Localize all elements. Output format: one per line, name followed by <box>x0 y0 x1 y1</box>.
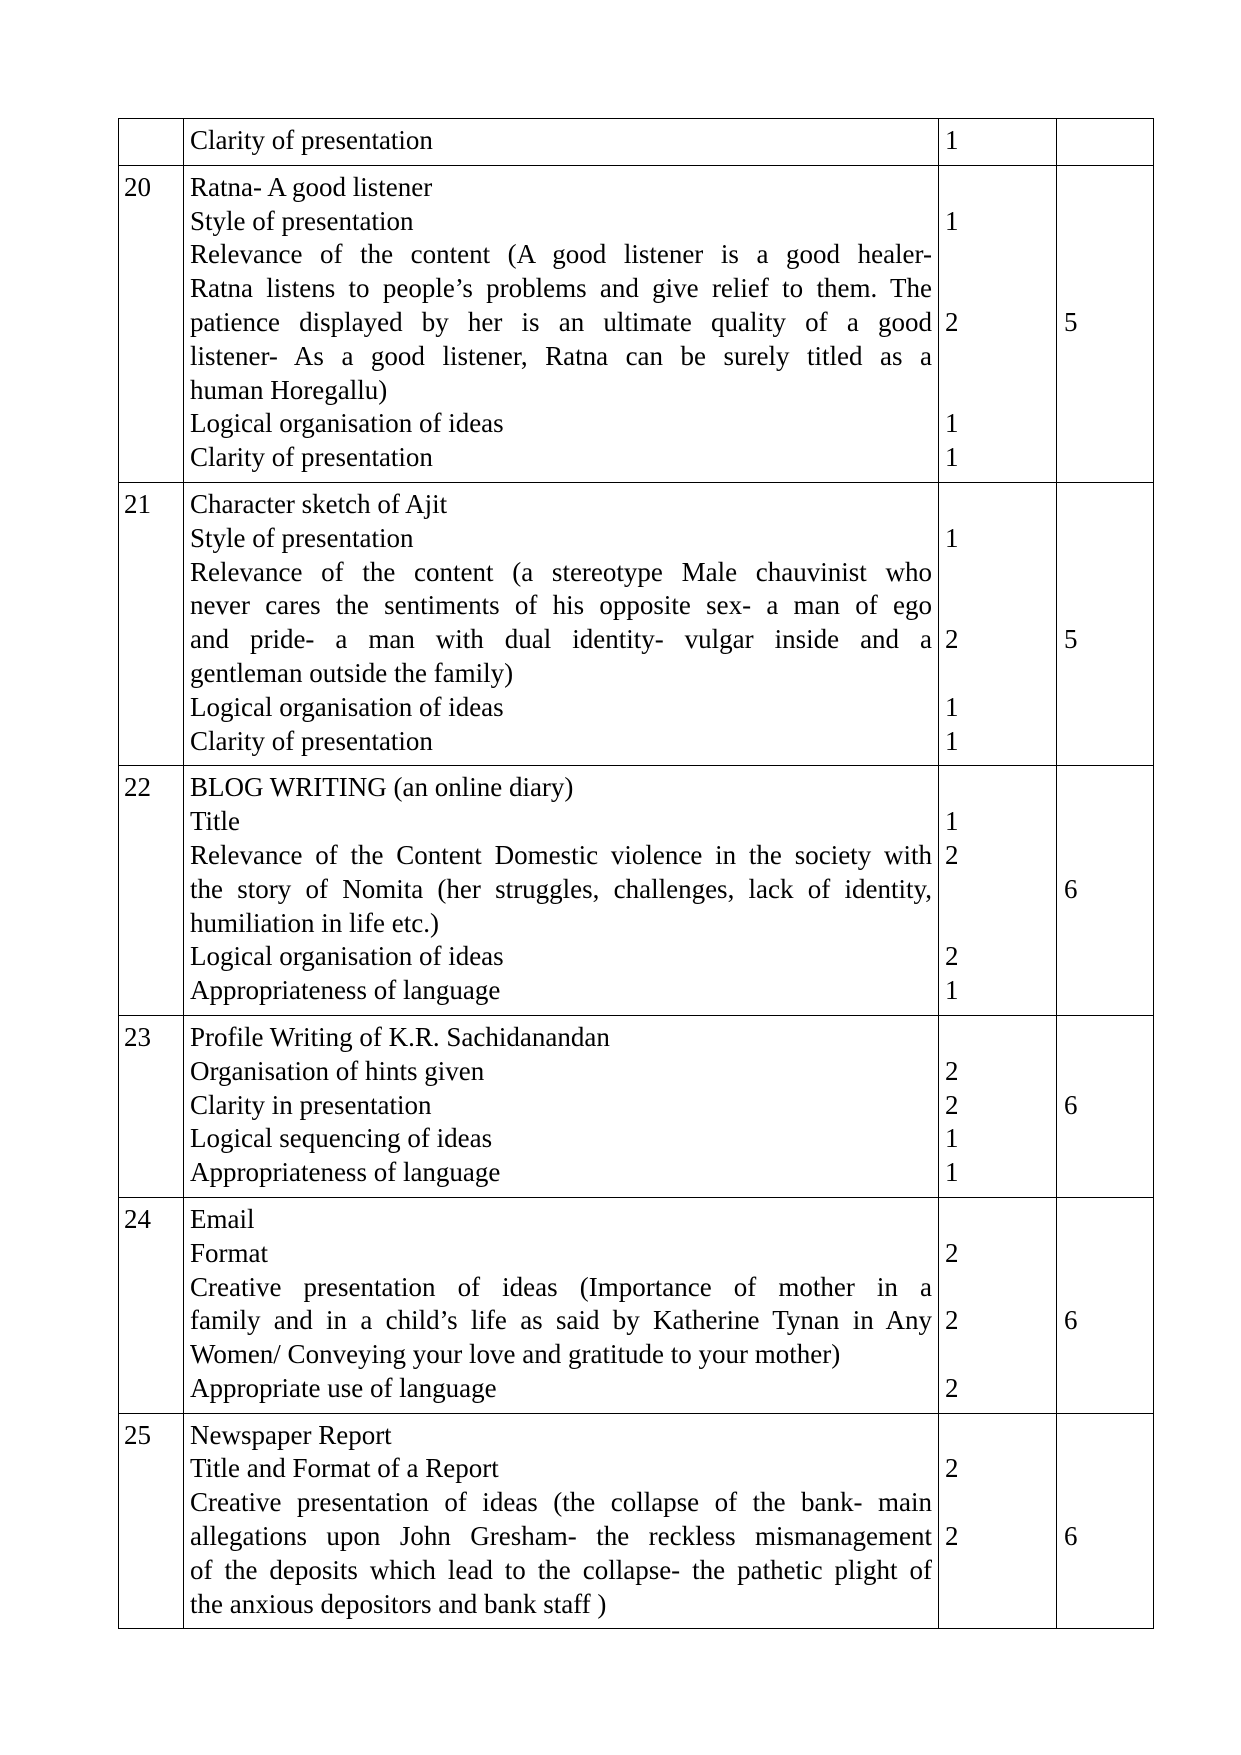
mark-value: 1 <box>945 1157 959 1188</box>
mark-value <box>945 1588 1056 1622</box>
marks-cell <box>939 1197 1057 1413</box>
question-number: 23 <box>119 1015 184 1197</box>
total-value: 6 <box>1064 1305 1078 1336</box>
criteria-cell <box>184 1015 939 1197</box>
mark-value <box>945 771 1056 805</box>
table-row <box>119 482 1154 765</box>
criteria-line: Logical organisation of ideas <box>190 691 504 722</box>
marks-cell <box>939 165 1057 482</box>
mark-value <box>945 873 1056 907</box>
mark-value: 1 <box>945 522 959 553</box>
mark-value: 2 <box>945 1305 959 1336</box>
criteria-line: Title and Format of a Report <box>190 1453 499 1484</box>
criteria-cell <box>184 1197 939 1413</box>
mark-value <box>945 488 1056 522</box>
mark-value: 1 <box>945 691 959 722</box>
criteria-cell <box>184 482 939 765</box>
mark-value: 1 <box>945 125 959 155</box>
question-number <box>119 119 184 166</box>
mark-value <box>945 1021 1056 1055</box>
mark-value: 1 <box>945 205 959 236</box>
criteria-line: human Horegallu) <box>190 374 388 405</box>
criteria-line: Appropriate use of language <box>190 1372 497 1403</box>
total-value: 5 <box>1064 306 1078 337</box>
total-value <box>1064 124 1153 158</box>
marking-scheme-table <box>118 118 1154 1629</box>
criteria-line: Women/ Conveying your love and gratitude to your mother) <box>190 1339 841 1370</box>
criteria-line: Creative presentation of ideas (Importance of mother in a <box>190 1271 932 1302</box>
total-marks-cell <box>1057 482 1154 765</box>
mark-value: 2 <box>945 1521 959 1552</box>
criteria-line: Style of presentation <box>190 205 414 236</box>
table-row <box>119 1197 1154 1413</box>
mark-value: 1 <box>945 442 959 473</box>
mark-value <box>945 340 1056 374</box>
mark-value: 1 <box>945 408 959 439</box>
total-marks-cell <box>1057 1413 1154 1629</box>
criteria-line: Clarity in presentation <box>190 1089 432 1120</box>
criteria-line: humiliation in life etc.) <box>190 907 439 938</box>
table-body <box>119 119 1154 1629</box>
question-title: BLOG WRITING (an online diary) <box>190 772 574 803</box>
mark-value <box>945 1338 1056 1372</box>
table-row <box>119 1413 1154 1629</box>
criteria-line: patience displayed by her is an ultimate quality of a good <box>190 306 932 337</box>
criteria-line: Logical organisation of ideas <box>190 408 504 439</box>
mark-value: 2 <box>945 1372 959 1403</box>
criteria-cell <box>184 1413 939 1629</box>
mark-value <box>945 589 1056 623</box>
question-number: 22 <box>119 766 184 1016</box>
mark-value: 2 <box>945 306 959 337</box>
criteria-line: Relevance of the Content Domestic violence in the society with <box>190 839 932 870</box>
total-value: 6 <box>1064 873 1078 904</box>
mark-value <box>945 1419 1056 1453</box>
total-value: 5 <box>1064 624 1078 655</box>
mark-value <box>945 272 1056 306</box>
table-row <box>119 1015 1154 1197</box>
criteria-cell <box>184 119 939 166</box>
criteria-line: Clarity of presentation <box>190 725 433 756</box>
criteria-line: Ratna listens to people’s problems and give relief to them. The <box>190 273 932 304</box>
question-number: 20 <box>119 165 184 482</box>
question-title: Profile Writing of K.R. Sachidanandan <box>190 1021 610 1052</box>
question-title: Email <box>190 1203 255 1234</box>
mark-value: 2 <box>945 1453 959 1484</box>
total-value: 6 <box>1064 1089 1078 1120</box>
table-row <box>119 165 1154 482</box>
criteria-line: Logical sequencing of ideas <box>190 1123 493 1154</box>
mark-value <box>945 907 1056 941</box>
criteria-line: Creative presentation of ideas (the collapse of the bank- main <box>190 1487 932 1518</box>
mark-value: 1 <box>945 975 959 1006</box>
criteria-line: Logical organisation of ideas <box>190 941 504 972</box>
criteria-line: the story of Nomita (her struggles, challenges, lack of identity, <box>190 873 932 904</box>
question-number: 21 <box>119 482 184 765</box>
mark-value: 2 <box>945 839 959 870</box>
criteria-line: Clarity of presentation <box>190 442 433 473</box>
total-marks-cell <box>1057 1197 1154 1413</box>
criteria-line: Clarity of presentation <box>190 125 433 155</box>
mark-value <box>945 1203 1056 1237</box>
criteria-line: family and in a child’s life as said by Katherine Tynan in Any <box>190 1305 932 1336</box>
criteria-line: and pride- a man with dual identity- vulgar inside and a <box>190 624 932 655</box>
mark-value: 2 <box>945 1237 959 1268</box>
criteria-line: the anxious depositors and bank staff ) <box>190 1588 607 1619</box>
question-title: Character sketch of Ajit <box>190 488 448 519</box>
mark-value: 1 <box>945 1123 959 1154</box>
mark-value <box>945 171 1056 205</box>
marks-cell <box>939 119 1057 166</box>
mark-value <box>945 374 1056 408</box>
marks-cell <box>939 1413 1057 1629</box>
mark-value <box>945 1271 1056 1305</box>
criteria-line: never cares the sentiments of his opposite sex- a man of ego <box>190 590 932 621</box>
criteria-line: Appropriateness of language <box>190 975 501 1006</box>
criteria-line: Title <box>190 806 241 837</box>
mark-value <box>945 1554 1056 1588</box>
mark-value: 1 <box>945 725 959 756</box>
question-number: 24 <box>119 1197 184 1413</box>
total-marks-cell <box>1057 119 1154 166</box>
marks-cell <box>939 1015 1057 1197</box>
mark-value: 1 <box>945 806 959 837</box>
mark-value <box>945 238 1056 272</box>
criteria-line: listener- As a good listener, Ratna can be surely titled as a <box>190 340 932 371</box>
criteria-line: Appropriateness of language <box>190 1157 501 1188</box>
mark-value: 2 <box>945 1089 959 1120</box>
table-row <box>119 766 1154 1016</box>
marks-cell <box>939 766 1057 1016</box>
criteria-cell <box>184 766 939 1016</box>
mark-value <box>945 657 1056 691</box>
question-number: 25 <box>119 1413 184 1629</box>
criteria-line: Relevance of the content (A good listener is a good healer- <box>190 239 932 270</box>
criteria-line: allegations upon John Gresham- the reckless mismanagement <box>190 1521 932 1552</box>
criteria-line: Organisation of hints given <box>190 1055 485 1086</box>
total-marks-cell <box>1057 165 1154 482</box>
question-title: Ratna- A good listener <box>190 171 433 202</box>
mark-value <box>945 1486 1056 1520</box>
total-marks-cell <box>1057 766 1154 1016</box>
total-marks-cell <box>1057 1015 1154 1197</box>
table-row <box>119 119 1154 166</box>
question-title: Newspaper Report <box>190 1419 392 1450</box>
criteria-line: Relevance of the content (a stereotype Male chauvinist who <box>190 556 932 587</box>
total-value: 6 <box>1064 1521 1078 1552</box>
criteria-line: of the deposits which lead to the collapse- the pathetic plight of <box>190 1554 932 1585</box>
criteria-line: Format <box>190 1237 268 1268</box>
mark-value <box>945 556 1056 590</box>
criteria-line: Style of presentation <box>190 522 414 553</box>
mark-value: 2 <box>945 1055 959 1086</box>
criteria-cell <box>184 165 939 482</box>
mark-value: 2 <box>945 624 959 655</box>
marks-cell <box>939 482 1057 765</box>
criteria-line: gentleman outside the family) <box>190 657 514 688</box>
mark-value: 2 <box>945 941 959 972</box>
